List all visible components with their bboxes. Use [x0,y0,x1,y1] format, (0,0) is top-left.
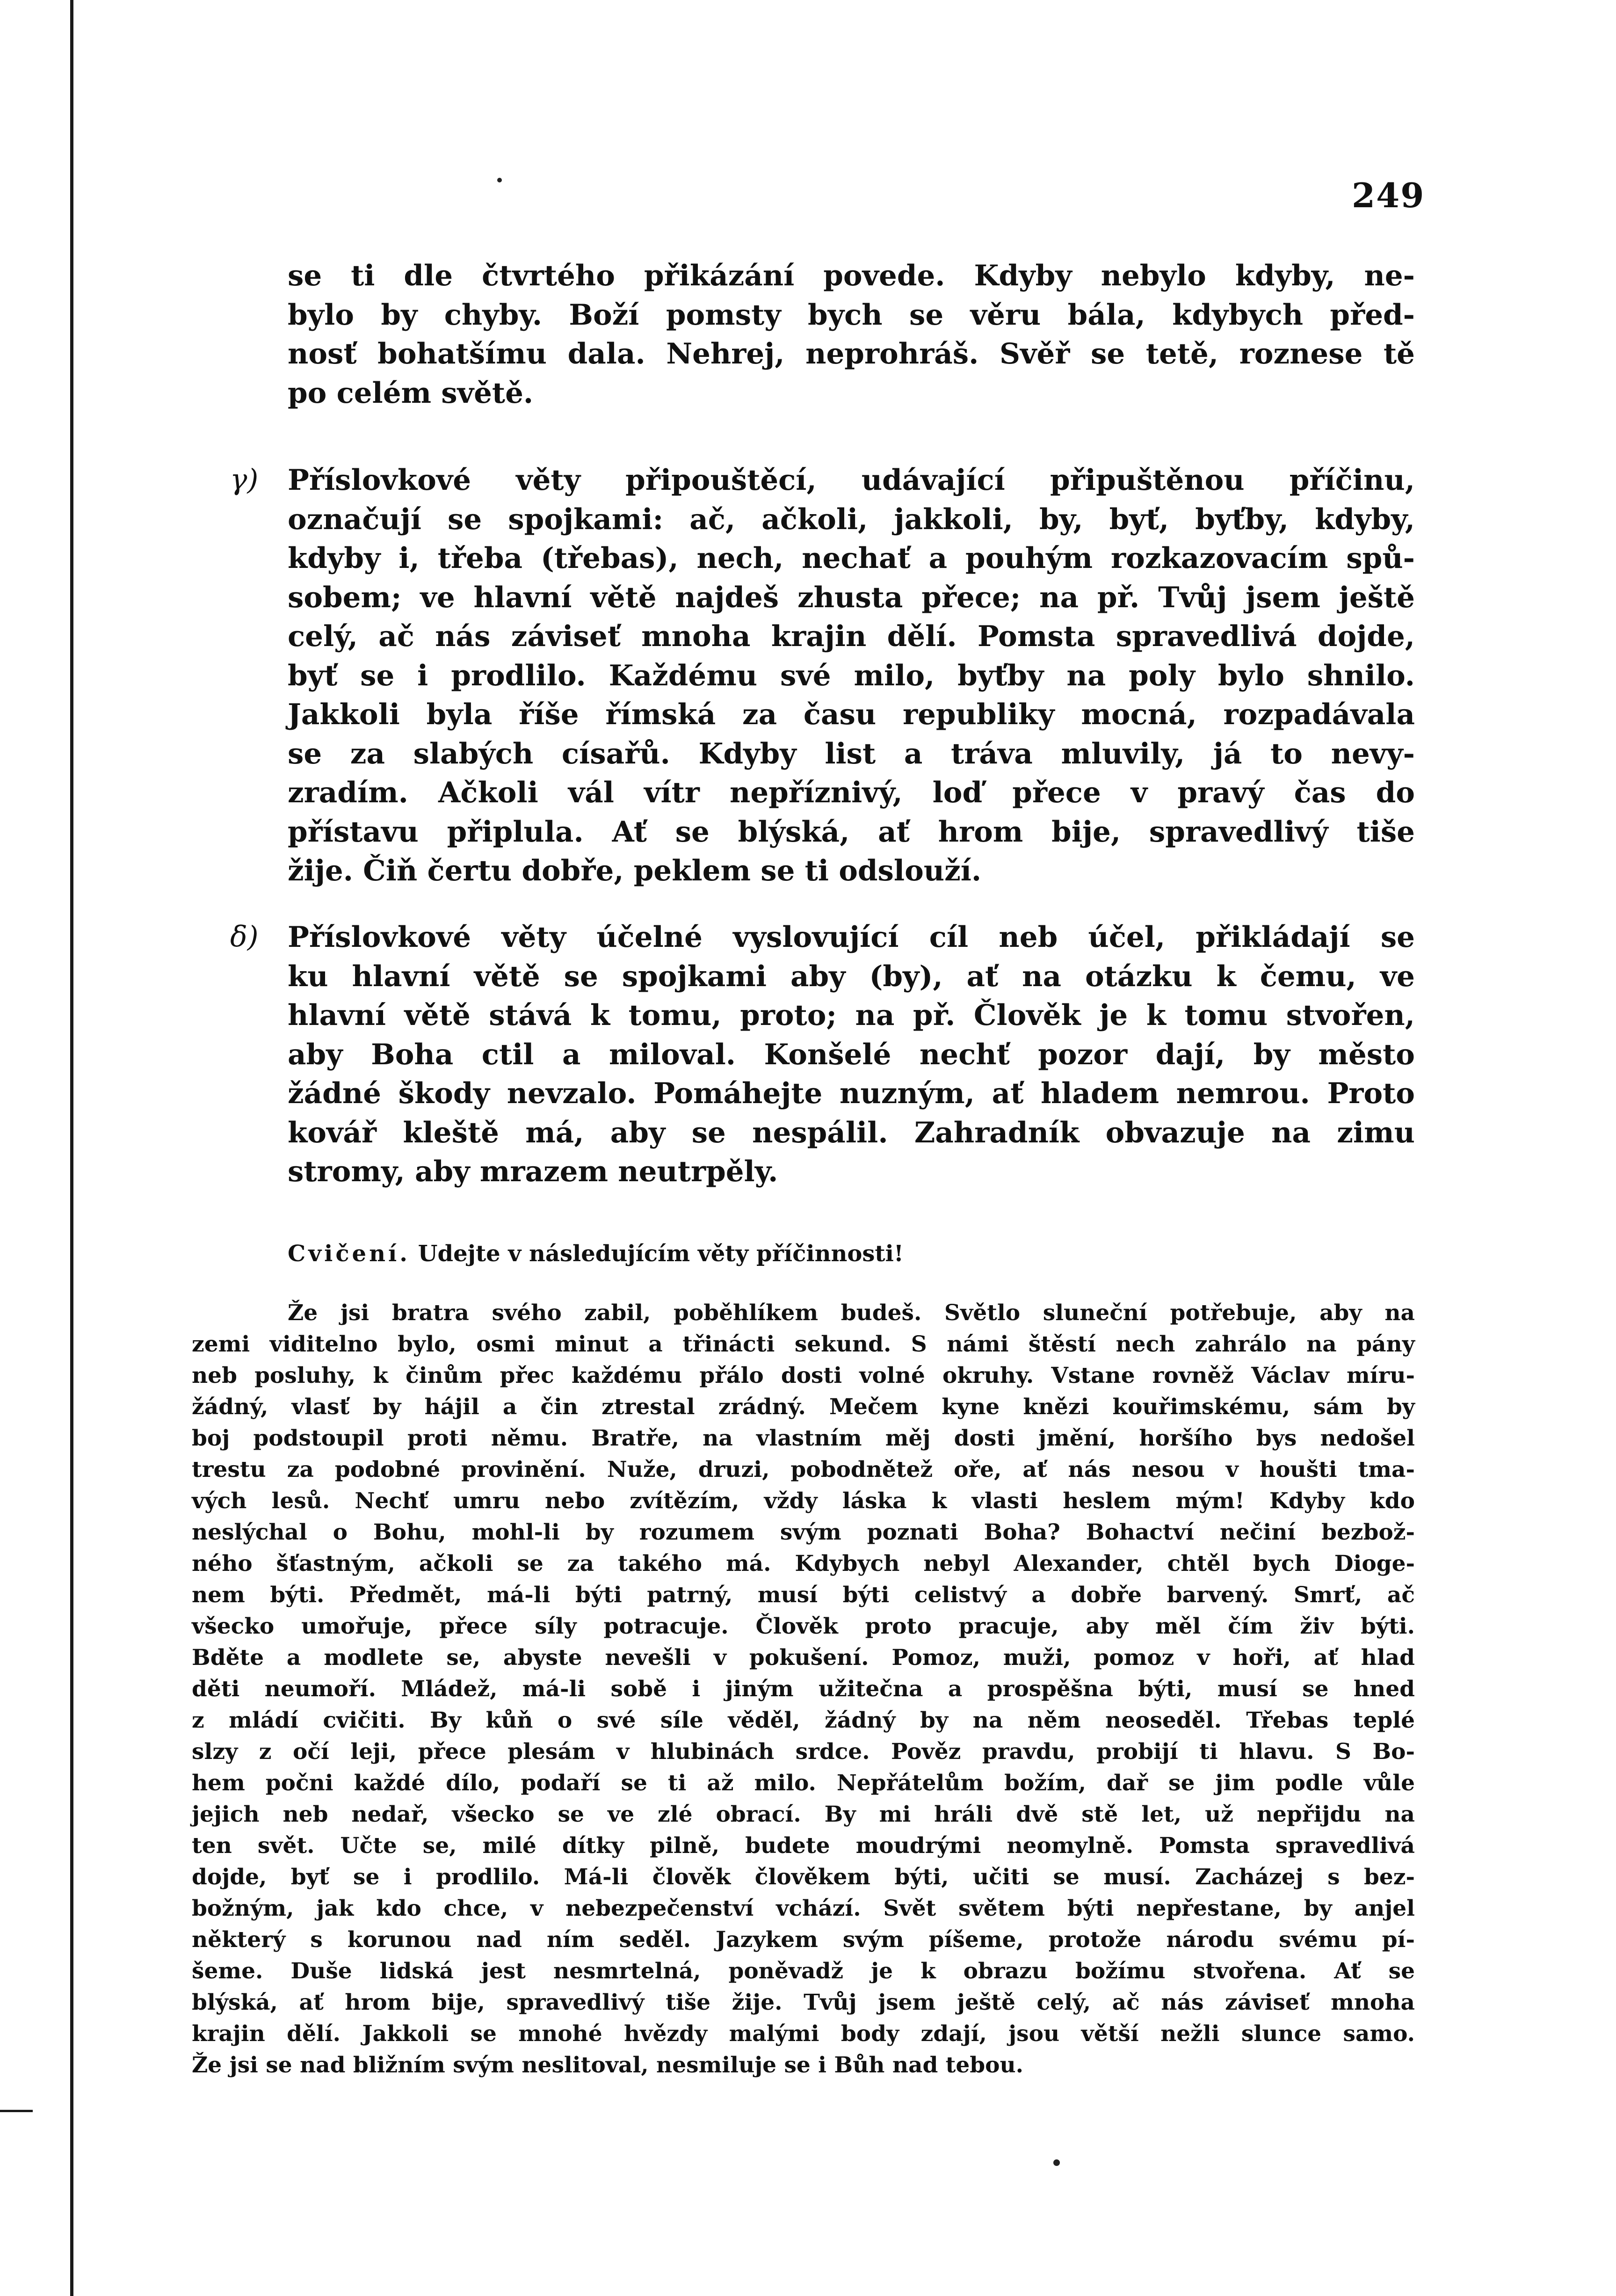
text-line: ku hlavní větě se spojkami aby (by), ať na otázku k čemu, ve [288,959,1415,993]
text-line: některý s korunou nad ním seděl. Jazykem svým píšeme, protože národu svému pí- [192,1927,1415,1953]
text-line: trestu za podobné provinění. Nuže, druzi, pobodnětež oře, ať nás nesou v houšti tma- [192,1457,1415,1482]
text-line: neb posluhy, k činům přec každému přálo dosti volné okruhy. Vstane rovněž Václav míru- [192,1363,1415,1388]
scan-speck [1053,2159,1060,2166]
text-line: nosť bohatšímu dala. Nehrej, neprohráš. Svěř se tetě, roznese tě [288,337,1415,371]
text-line: žádný, vlasť by hájil a čin ztrestal zrádný. Mečem kyne knězi kouřimskému, sám by [192,1394,1415,1420]
scan-speck [497,178,502,182]
text-line: žije. Čiň čertu dobře, peklem se ti odslouží. [288,854,982,887]
text-line: slzy z očí leji, přece plesám v hlubinách srdce. Pověz pravdu, probijí ti hlavu. S Bo- [192,1739,1415,1765]
text-line: zemi viditelno bylo, osmi minut a třinácti sekund. S námi štěstí nech zahrálo na pány [192,1331,1415,1357]
section-marker-gamma: γ) [230,463,259,496]
text-line: byť se i prodlilo. Každému své milo, byťby na poly bylo shnilo. [288,659,1415,692]
text-line: ten svět. Učte se, milé dítky pilně, budete moudrými neomylně. Pomsta spravedlivá [192,1833,1415,1859]
intro-paragraph [288,256,1415,413]
page-number: 249 [1352,175,1425,215]
text-line: zradím. Ačkoli vál vítr nepříznivý, loď přece v pravý čas do [288,776,1415,809]
page-edge-tick [0,2110,33,2112]
exercise-instruction: Udejte v následujícím věty příčinnosti! [418,1241,904,1267]
text-line: ného šťastným, ačkoli se za takého má. Kdybych nebyl Alexander, chtěl bych Dioge- [192,1551,1415,1577]
text-line: šeme. Duše lidská jest nesmrtelná, poněvadž je k obrazu božímu stvořena. Ať se [192,1958,1415,1984]
text-line: Bděte a modlete se, abyste nevešli v pokušení. Pomoz, muži, pomoz v hoři, ať hlad [192,1645,1415,1671]
text-line: neslýchal o Bohu, mohl-li by rozumem svým poznati Boha? Bohactví nečiní bezbož- [192,1519,1415,1545]
text-line: Příslovkové věty účelné vyslovující cíl neb účel, přikládají se [288,921,1415,954]
exercise-label: Cvičení. [288,1241,410,1267]
page-edge-rule [70,0,73,2296]
exercise-paragraph [192,1297,1415,2081]
text-line: Že jsi bratra svého zabil, poběhlíkem budeš. Světlo sluneční potřebuje, aby na [288,1300,1415,1326]
text-line: jejich neb nedař, všecko se ve zlé obrací. By mi hráli dvě stě let, už nepřijdu na [192,1802,1415,1827]
text-line: blýská, ať hrom bije, spravedlivý tiše žije. Tvůj jsem ještě celý, ač nás záviseť mnoha [192,1990,1415,2015]
text-line: Příslovkové věty připouštěcí, udávající připuštěnou příčinu, [288,464,1415,497]
text-line: Že jsi se nad bližním svým neslitoval, nesmiluje se i Bůh nad tebou. [192,2052,1024,2078]
gamma-paragraph [288,461,1415,891]
delta-paragraph [288,918,1415,1192]
text-line: bylo by chyby. Boží pomsty bych se věru bála, kdybych před- [288,298,1415,332]
text-line: božným, jak kdo chce, v nebezpečenství vchází. Svět světem býti nepřestane, by anjel [192,1896,1415,1921]
exercise-heading [288,1241,904,1267]
section-marker-delta: δ) [230,920,259,953]
text-line: děti neumoří. Mládež, má-li sobě i jiným užitečna a prospěšna býti, musí se hned [192,1676,1415,1702]
text-line: nem býti. Předmět, má-li býti patrný, musí býti celistvý a dobře barvený. Smrť, ač [192,1582,1415,1608]
text-line: hlavní větě stává k tomu, proto; na př. Člověk je k tomu stvořen, [288,999,1415,1032]
text-line: krajin dělí. Jakkoli se mnohé hvězdy malými body zdají, jsou větší nežli slunce samo. [192,2021,1415,2047]
text-line: aby Boha ctil a miloval. Konšelé nechť pozor dají, by město [288,1038,1415,1071]
text-line: hem počni každé dílo, podaří se ti až milo. Nepřátelům božím, dař se jim podle vůle [192,1770,1415,1796]
text-line: označují se spojkami: ač, ačkoli, jakkoli, by, byť, byťby, kdyby, [288,502,1415,536]
text-line: všecko umořuje, přece síly potracuje. Člověk proto pracuje, aby měl čím živ býti. [192,1613,1415,1639]
text-line: žádné škody nevzalo. Pomáhejte nuzným, ať hladem nemrou. Proto [288,1077,1415,1110]
text-line: z mládí cvičiti. By kůň o své síle věděl, žádný by na něm neoseděl. Třebas teplé [192,1707,1415,1733]
text-line: přístavu připlula. Ať se blýská, ať hrom bije, spravedlivý tiše [288,815,1415,849]
text-line: dojde, byť se i prodlilo. Má-li člověk člověkem býti, učiti se musí. Zacházej s bez- [192,1864,1415,1890]
text-line: sobem; ve hlavní větě najdeš zhusta přece; na př. Tvůj jsem ještě [288,581,1415,614]
text-line: vých lesů. Nechť umru nebo zvítězím, vždy láska k vlasti heslem mým! Kdyby kdo [192,1488,1415,1514]
text-line: stromy, aby mrazem neutrpěly. [288,1155,778,1188]
text-line: po celém světě. [288,376,534,410]
text-line: boj podstoupil proti němu. Bratře, na vlastním měj dosti jmění, horšího bys nedošel [192,1425,1415,1451]
text-line: se ti dle čtvrtého přikázání povede. Kdyby nebylo kdyby, ne- [288,259,1415,292]
text-line: se za slabých císařů. Kdyby list a tráva mluvily, já to nevy- [288,737,1415,770]
text-line: Jakkoli byla říše římská za času republiky mocná, rozpadávala [288,698,1415,731]
text-line: kovář kleště má, aby se nespálil. Zahradník obvazuje na zimu [288,1116,1415,1149]
text-line: celý, ač nás záviseť mnoha krajin dělí. Pomsta spravedlivá dojde, [288,620,1415,653]
text-line: kdyby i, třeba (třebas), nech, nechať a pouhým rozkazovacím spů- [288,542,1415,575]
